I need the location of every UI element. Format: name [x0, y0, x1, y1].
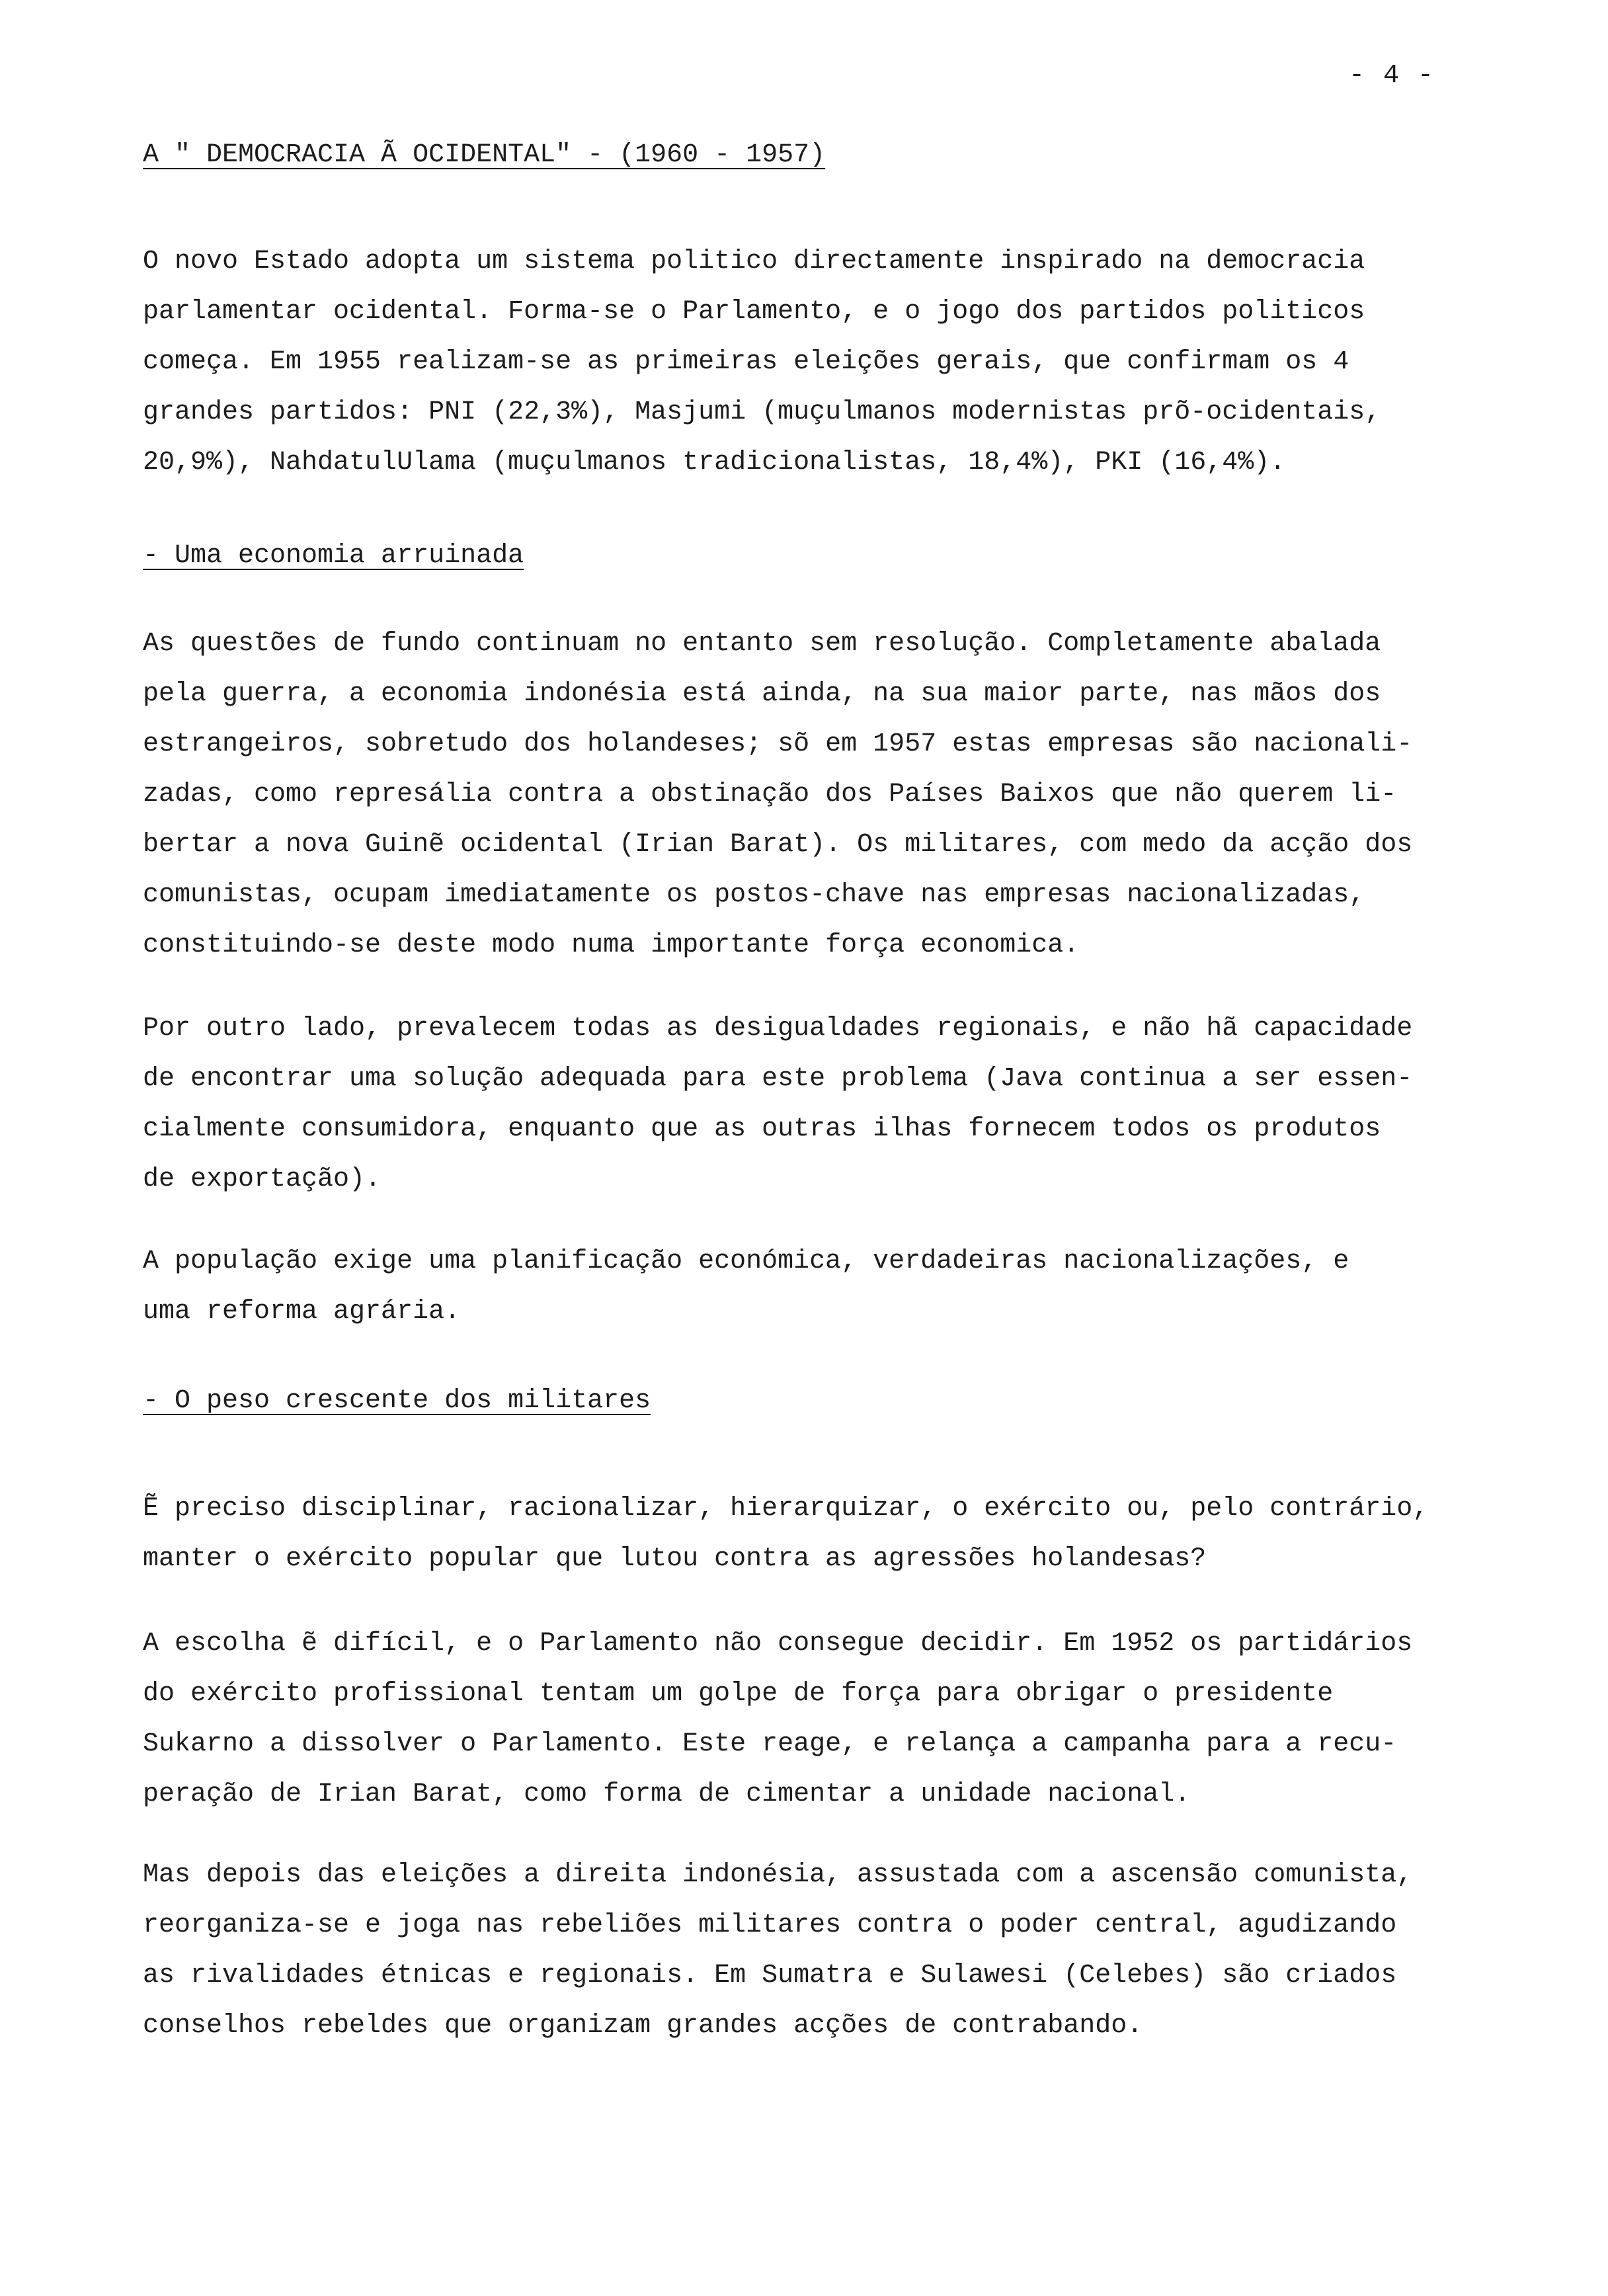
- text-line: conselhos rebeldes que organizam grandes acções de contrabando.: [143, 2011, 1143, 2041]
- paragraph-regional-inequalities: [143, 1004, 1492, 1205]
- text-line: as rivalidades étnicas e regionais. Em Sumatra e Sulawesi (Celebes) são criados: [143, 1961, 1397, 1990]
- text-line: uma reforma agrária.: [143, 1297, 461, 1327]
- text-line: pela guerra, a economia indonésia está ainda, na sua maior parte, nas mãos dos: [143, 679, 1381, 709]
- paragraph-economy: [143, 619, 1492, 971]
- text-line: reorganiza-se e joga nas rebeliões militares contra o poder central, agudizando: [143, 1910, 1397, 1940]
- text-line: comunistas, ocupam imediatamente os postos-chave nas empresas nacionalizadas,: [143, 880, 1365, 910]
- section-heading-economy: - Uma economia arruinada: [143, 541, 524, 571]
- text-line: constituindo-se deste modo numa importante força economica.: [143, 930, 1080, 960]
- text-line: de encontrar uma solução adequada para este problema (Java continua a ser essen-: [143, 1064, 1413, 1094]
- text-line: bertar a nova Guinẽ ocidental (Irian Barat). Os militares, com medo da acção dos: [143, 830, 1413, 860]
- section-heading-military: - O peso crescente dos militares: [143, 1386, 651, 1416]
- text-line: manter o exército popular que lutou contra as agressões holandesas?: [143, 1544, 1207, 1574]
- paragraph-parliament-choice: [143, 1619, 1492, 1820]
- text-line: Ẽ preciso disciplinar, racionalizar, hierarquizar, o exército ou, pelo contrário,: [143, 1494, 1429, 1524]
- text-line: A população exige uma planificação económica, verdadeiras nacionalizações, e: [143, 1247, 1349, 1276]
- document-title: A " DEMOCRACIA Ã OCIDENTAL" - (1960 - 1957): [143, 140, 826, 170]
- text-line: estrangeiros, sobretudo dos holandeses; sõ em 1957 estas empresas são nacionali-: [143, 729, 1413, 759]
- paragraph-army-question: [143, 1484, 1492, 1584]
- text-line: Mas depois das eleições a direita indonésia, assustada com a ascensão comunista,: [143, 1860, 1413, 1890]
- page-number: - 4 -: [1349, 61, 1435, 91]
- text-line: grandes partidos: PNI (22,3%), Masjumi (muçulmanos modernistas prõ-ocidentais,: [143, 397, 1381, 427]
- text-line: peração de Irian Barat, como forma de cimentar a unidade nacional.: [143, 1780, 1191, 1809]
- text-line: do exército profissional tentam um golpe de força para obrigar o presidente: [143, 1679, 1334, 1709]
- text-line: 20,9%), NahdatulUlama (muçulmanos tradicionalistas, 18,4%), PKI (16,4%).: [143, 448, 1286, 477]
- text-line: começa. Em 1955 realizam-se as primeiras eleições gerais, que confirmam os 4: [143, 347, 1349, 377]
- paragraph-new-state: [143, 237, 1492, 488]
- paragraph-after-elections: [143, 1850, 1492, 2051]
- text-line: Sukarno a dissolver o Parlamento. Este reage, e relança a campanha para a recu-: [143, 1729, 1397, 1759]
- text-line: cialmente consumidora, enquanto que as outras ilhas fornecem todos os produtos: [143, 1114, 1381, 1144]
- text-line: As questões de fundo continuam no entanto sem resolução. Completamente abalada: [143, 629, 1381, 659]
- text-line: O novo Estado adopta um sistema politico directamente inspirado na democracia: [143, 247, 1365, 276]
- paragraph-population-demands: [143, 1237, 1492, 1337]
- text-line: parlamentar ocidental. Forma-se o Parlamento, e o jogo dos partidos politicos: [143, 297, 1365, 327]
- text-line: de exportação).: [143, 1165, 382, 1194]
- text-line: zadas, como represália contra a obstinação dos Países Baixos que não querem li-: [143, 780, 1397, 809]
- text-line: Por outro lado, prevalecem todas as desigualdades regionais, e não hã capacidade: [143, 1014, 1413, 1044]
- text-line: A escolha ẽ difícil, e o Parlamento não consegue decidir. Em 1952 os partidários: [143, 1629, 1413, 1659]
